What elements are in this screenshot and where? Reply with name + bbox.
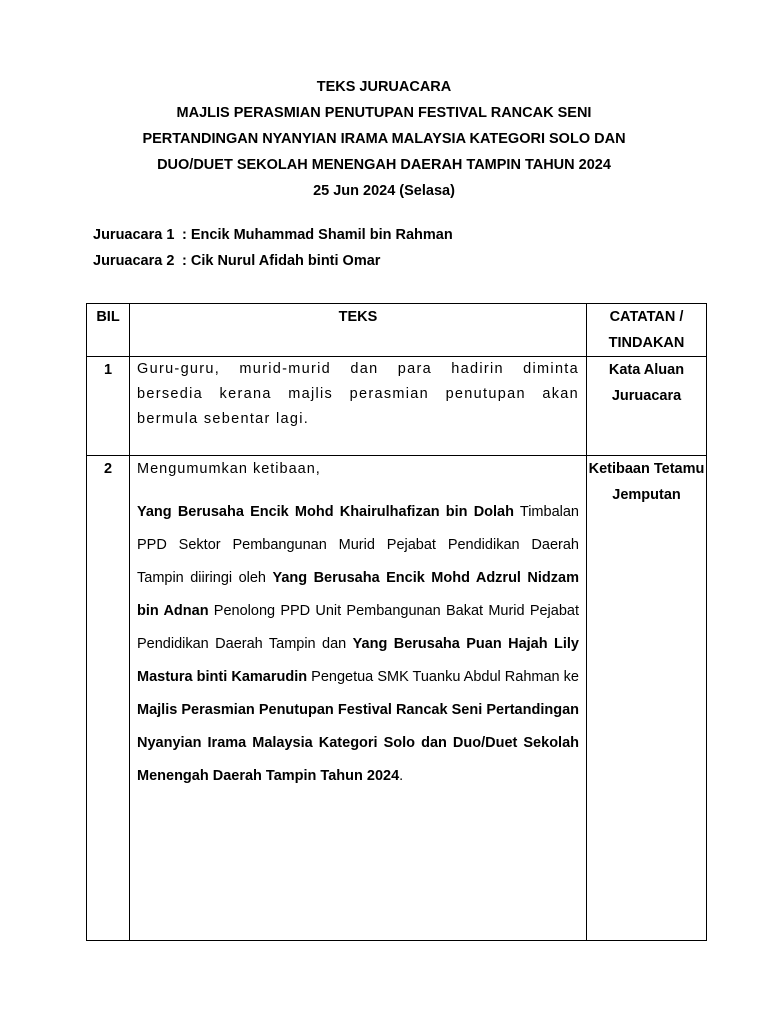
mc-1 [93, 222, 453, 248]
guest-1-name: Yang Berusaha Encik Mohd Khairulhafizan bin Dolah [137, 504, 514, 520]
row-text-cell [130, 456, 587, 941]
row-text: Guru-guru, murid-murid dan para hadirin diminta bersedia kerana majlis perasmian penutupan akan bermula sebentar lagi. [137, 361, 579, 427]
script-table [86, 303, 707, 941]
event-name: Majlis Perasmian Penutupan Festival Rancak Seni Pertandingan Nyanyian Irama Malaysia Kategori Solo dan Duo/Duet Sekolah Menengah Daerah Tampin Tahun 2024 [137, 702, 579, 784]
row-number: 2 [87, 456, 130, 941]
guest-3-role: Pengetua SMK Tuanku Abdul Rahman ke [307, 669, 579, 685]
row-note: Kata Aluan Juruacara [587, 357, 707, 456]
guest-3-name: Yang Berusaha Puan Hajah Lily Mastura binti Kamarudin [137, 636, 579, 685]
title-line-1: TEKS JURUACARA [316, 79, 452, 95]
title-line-3: PERTANDINGAN NYANYIAN IRAMA MALAYSIA KATEGORI SOLO DAN [142, 131, 626, 147]
mc-2-name: : Cik Nurul Afidah binti Omar [182, 253, 381, 269]
row-note: Ketibaan Tetamu Jemputan [587, 456, 707, 941]
title-line-2: MAJLIS PERASMIAN PENUTUPAN FESTIVAL RANCAK SENI [176, 105, 592, 121]
header-teks: TEKS [130, 304, 587, 357]
row-text-cell [130, 357, 587, 456]
row-paragraph [137, 496, 579, 793]
event-date: 25 Jun 2024 (Selasa) [313, 183, 455, 199]
table-row [87, 357, 707, 456]
mc-1-label: Juruacara 1 [93, 227, 175, 243]
paragraph-end: . [399, 768, 404, 784]
mc-list [93, 222, 453, 274]
table-header-row [87, 304, 707, 357]
header-catatan: CATATAN / TINDAKAN [587, 304, 707, 357]
guest-1-role: Timbalan PPD Sektor Pembangunan Murid Pejabat Pendidikan Daerah Tampin diiringi oleh [137, 504, 579, 586]
mc-2 [93, 248, 453, 274]
row-intro: Mengumumkan ketibaan, [137, 461, 321, 477]
guest-2-name: Yang Berusaha Encik Mohd Adzrul Nidzam bin Adnan [137, 570, 579, 619]
header-bil: BIL [87, 304, 130, 357]
mc-1-name: : Encik Muhammad Shamil bin Rahman [182, 227, 453, 243]
mc-2-label: Juruacara 2 [93, 253, 175, 269]
row-number: 1 [87, 357, 130, 456]
table-row [87, 456, 707, 941]
title-line-4: DUO/DUET SEKOLAH MENENGAH DAERAH TAMPIN TAHUN 2024 [157, 157, 611, 173]
guest-2-role: Penolong PPD Unit Pembangunan Bakat Murid Pejabat Pendidikan Daerah Tampin dan [137, 603, 579, 652]
document-title [0, 74, 768, 204]
